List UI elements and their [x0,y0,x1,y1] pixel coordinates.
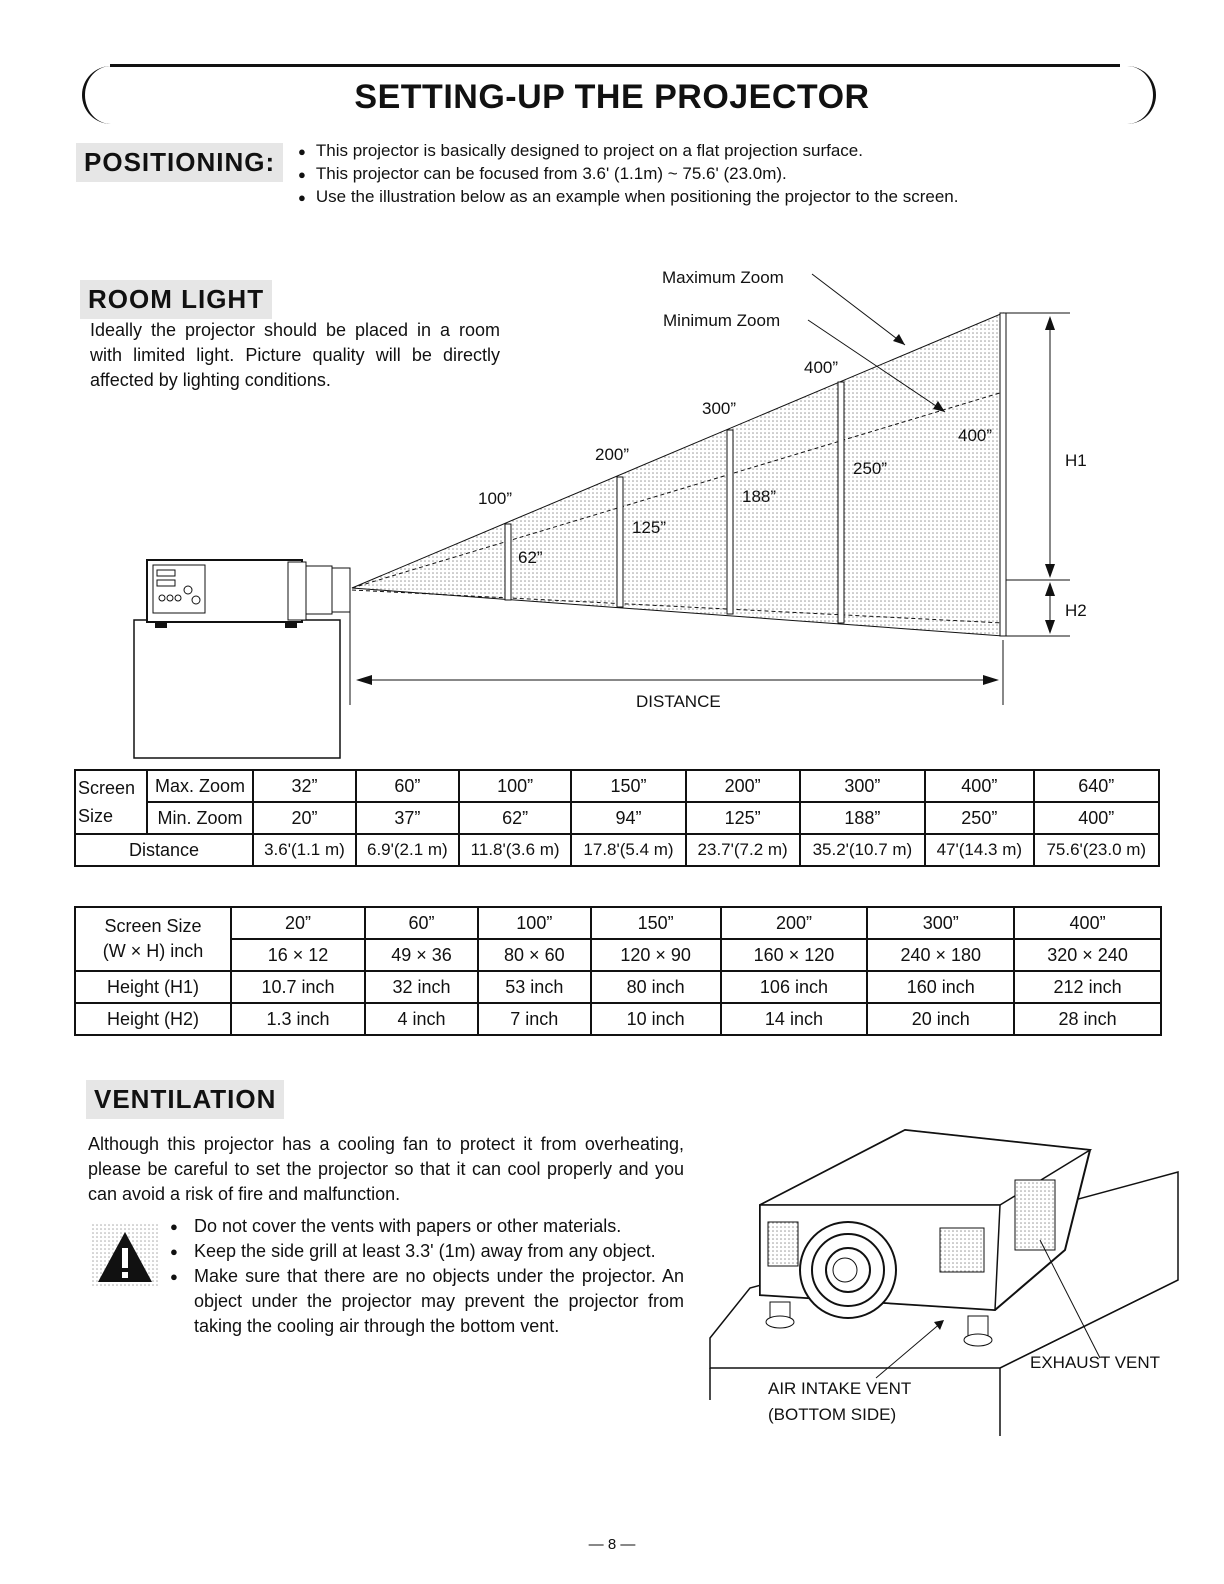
zoom-distance-table [74,769,1160,867]
table-cell: 150” [571,770,685,802]
table-cell: 60” [356,770,459,802]
table-row [75,971,1161,1003]
table-cell: 20” [253,802,356,834]
label-188: 188” [742,487,777,506]
label-100: 100” [478,489,513,508]
h1-label: Height (H1) [75,971,231,1003]
max-zoom-label: Max. Zoom [147,770,253,802]
page-number: — 8 — [588,1536,636,1553]
table-cell: 75.6'(23.0 m) [1034,834,1159,866]
screen-size-label: Screen Size [75,770,147,834]
table-cell: 20 inch [867,1003,1014,1035]
table-cell: 60” [365,907,478,939]
h2-label: Height (H2) [75,1003,231,1035]
exhaust-vent-label: EXHAUST VENT [1030,1353,1161,1372]
projector-side-icon [147,560,350,628]
label-400: 400” [804,358,839,377]
table-cell: 106 inch [721,971,868,1003]
table-row [75,1003,1161,1035]
table-cell: 4 inch [365,1003,478,1035]
room-light-text: Ideally the projector should be placed in a room with limited light. Picture quality will be directly affected by lighting conditions. [90,320,500,390]
screen-size-label: Screen Size [104,916,202,936]
table-row [75,770,1159,802]
table-cell: 320 × 240 [1014,939,1161,971]
ventilation-heading: VENTILATION [86,1080,284,1119]
arrow-head-icon [893,334,905,345]
table-cell: 23.7'(7.2 m) [686,834,800,866]
room-light-heading: ROOM LIGHT [80,280,272,319]
label-300: 300” [702,399,737,418]
table-cell: 188” [800,802,925,834]
intake-vent-sublabel: (BOTTOM SIDE) [768,1405,897,1424]
positioning-heading: POSITIONING: [76,143,283,182]
h1-label: H1 [1065,451,1087,470]
page-title: SETTING-UP THE PROJECTOR [354,78,870,116]
min-zoom-label: Minimum Zoom [663,311,781,330]
table-cell: 80 inch [591,971,721,1003]
table-row [75,907,1161,939]
table-cell: 16 × 12 [231,939,365,971]
screen-300 [727,430,733,614]
projection-diagram [0,250,1224,770]
table-cell: 10 inch [591,1003,721,1035]
max-zoom-pointer [812,274,905,345]
ventilation-bullets [170,1214,684,1339]
h2-label: H2 [1065,601,1087,620]
table-cell: 32 inch [365,971,478,1003]
table-cell: 37” [356,802,459,834]
table-cell: 200” [721,907,868,939]
table-cell: 100” [459,770,572,802]
list-item: ● This projector can be focused from 3.6' (1.1m) ~ 75.6' (23.0m). [298,163,1098,186]
table-cell: 62” [459,802,572,834]
distance-label: Distance [75,834,253,866]
table-cell: 1.3 inch [231,1003,365,1035]
table-cell: 14 inch [721,1003,868,1035]
table-cell: 35.2'(10.7 m) [800,834,925,866]
projector-stand [134,620,340,758]
screen-size-header [75,907,231,971]
table-cell: 400” [1034,802,1159,834]
screen-400 [838,382,844,623]
screen-100 [505,524,511,600]
table-cell: 10.7 inch [231,971,365,1003]
list-item: ● This projector is basically designed to project on a flat projection surface. [298,140,1098,163]
screen-size-table [74,906,1162,1036]
table-cell: 250” [925,802,1034,834]
table-cell: 47'(14.3 m) [925,834,1034,866]
table-row [75,939,1161,971]
projector-ventilation-illustration [700,1110,1200,1440]
table-cell: 125” [686,802,800,834]
table-cell: 400” [1014,907,1161,939]
arrow-head-icon [1045,564,1055,578]
table-cell: 120 × 90 [591,939,721,971]
label-400-min: 400” [958,426,993,445]
table-cell: 200” [686,770,800,802]
table-cell: 160 inch [867,971,1014,1003]
table-cell: 400” [925,770,1034,802]
table-cell: 20” [231,907,365,939]
label-125: 125” [632,518,667,537]
table-cell: 3.6'(1.1 m) [253,834,356,866]
table-cell: 11.8'(3.6 m) [459,834,572,866]
table-cell: 6.9'(2.1 m) [356,834,459,866]
list-item: ● Keep the side grill at least 3.3' (1m) away from any object. [170,1239,684,1264]
table-cell: 80 × 60 [478,939,591,971]
table-cell: 7 inch [478,1003,591,1035]
warning-icon [92,1224,158,1288]
label-200: 200” [595,445,630,464]
table-cell: 17.8'(5.4 m) [571,834,685,866]
table-cell: 300” [867,907,1014,939]
label-62: 62” [518,548,543,567]
table-cell: 100” [478,907,591,939]
table-cell: 150” [591,907,721,939]
table-cell: 28 inch [1014,1003,1161,1035]
screen-200 [617,477,623,607]
table-cell: 49 × 36 [365,939,478,971]
table-cell: 212 inch [1014,971,1161,1003]
wh-label: (W × H) inch [102,941,204,961]
table-row [75,834,1159,866]
table-cell: 640” [1034,770,1159,802]
label-250: 250” [853,459,888,478]
table-cell: 240 × 180 [867,939,1014,971]
intake-vent-label: AIR INTAKE VENT [768,1379,912,1398]
projection-beam [352,313,1003,636]
table-row [75,802,1159,834]
max-zoom-label: Maximum Zoom [662,268,784,287]
table-cell: 32” [253,770,356,802]
table-cell: 160 × 120 [721,939,868,971]
distance-label: DISTANCE [636,692,721,711]
ventilation-text: Although this projector has a cooling fan to protect it from overheating, please be careful to set the projector so that it can cool properly and you can avoid a risk of fire and malfunction. [88,1134,684,1204]
arrow-head-icon [983,675,999,685]
screen-max [1000,313,1006,636]
table-cell: 300” [800,770,925,802]
positioning-bullets [298,140,1098,209]
list-item: ● Do not cover the vents with papers or other materials. [170,1214,684,1239]
table-cell: 53 inch [478,971,591,1003]
arrow-head-icon [1045,582,1055,596]
min-zoom-label: Min. Zoom [147,802,253,834]
table-cell: 94” [571,802,685,834]
arrow-head-icon [1045,316,1055,330]
list-item: ● Use the illustration below as an example when positioning the projector to the screen. [298,186,1098,209]
list-item: ● Make sure that there are no objects under the projector. An object under the projector may prevent the projector from taking the cooling air through the bottom vent. [170,1264,684,1339]
arrow-head-icon [356,675,372,685]
arrow-head-icon [1045,620,1055,634]
